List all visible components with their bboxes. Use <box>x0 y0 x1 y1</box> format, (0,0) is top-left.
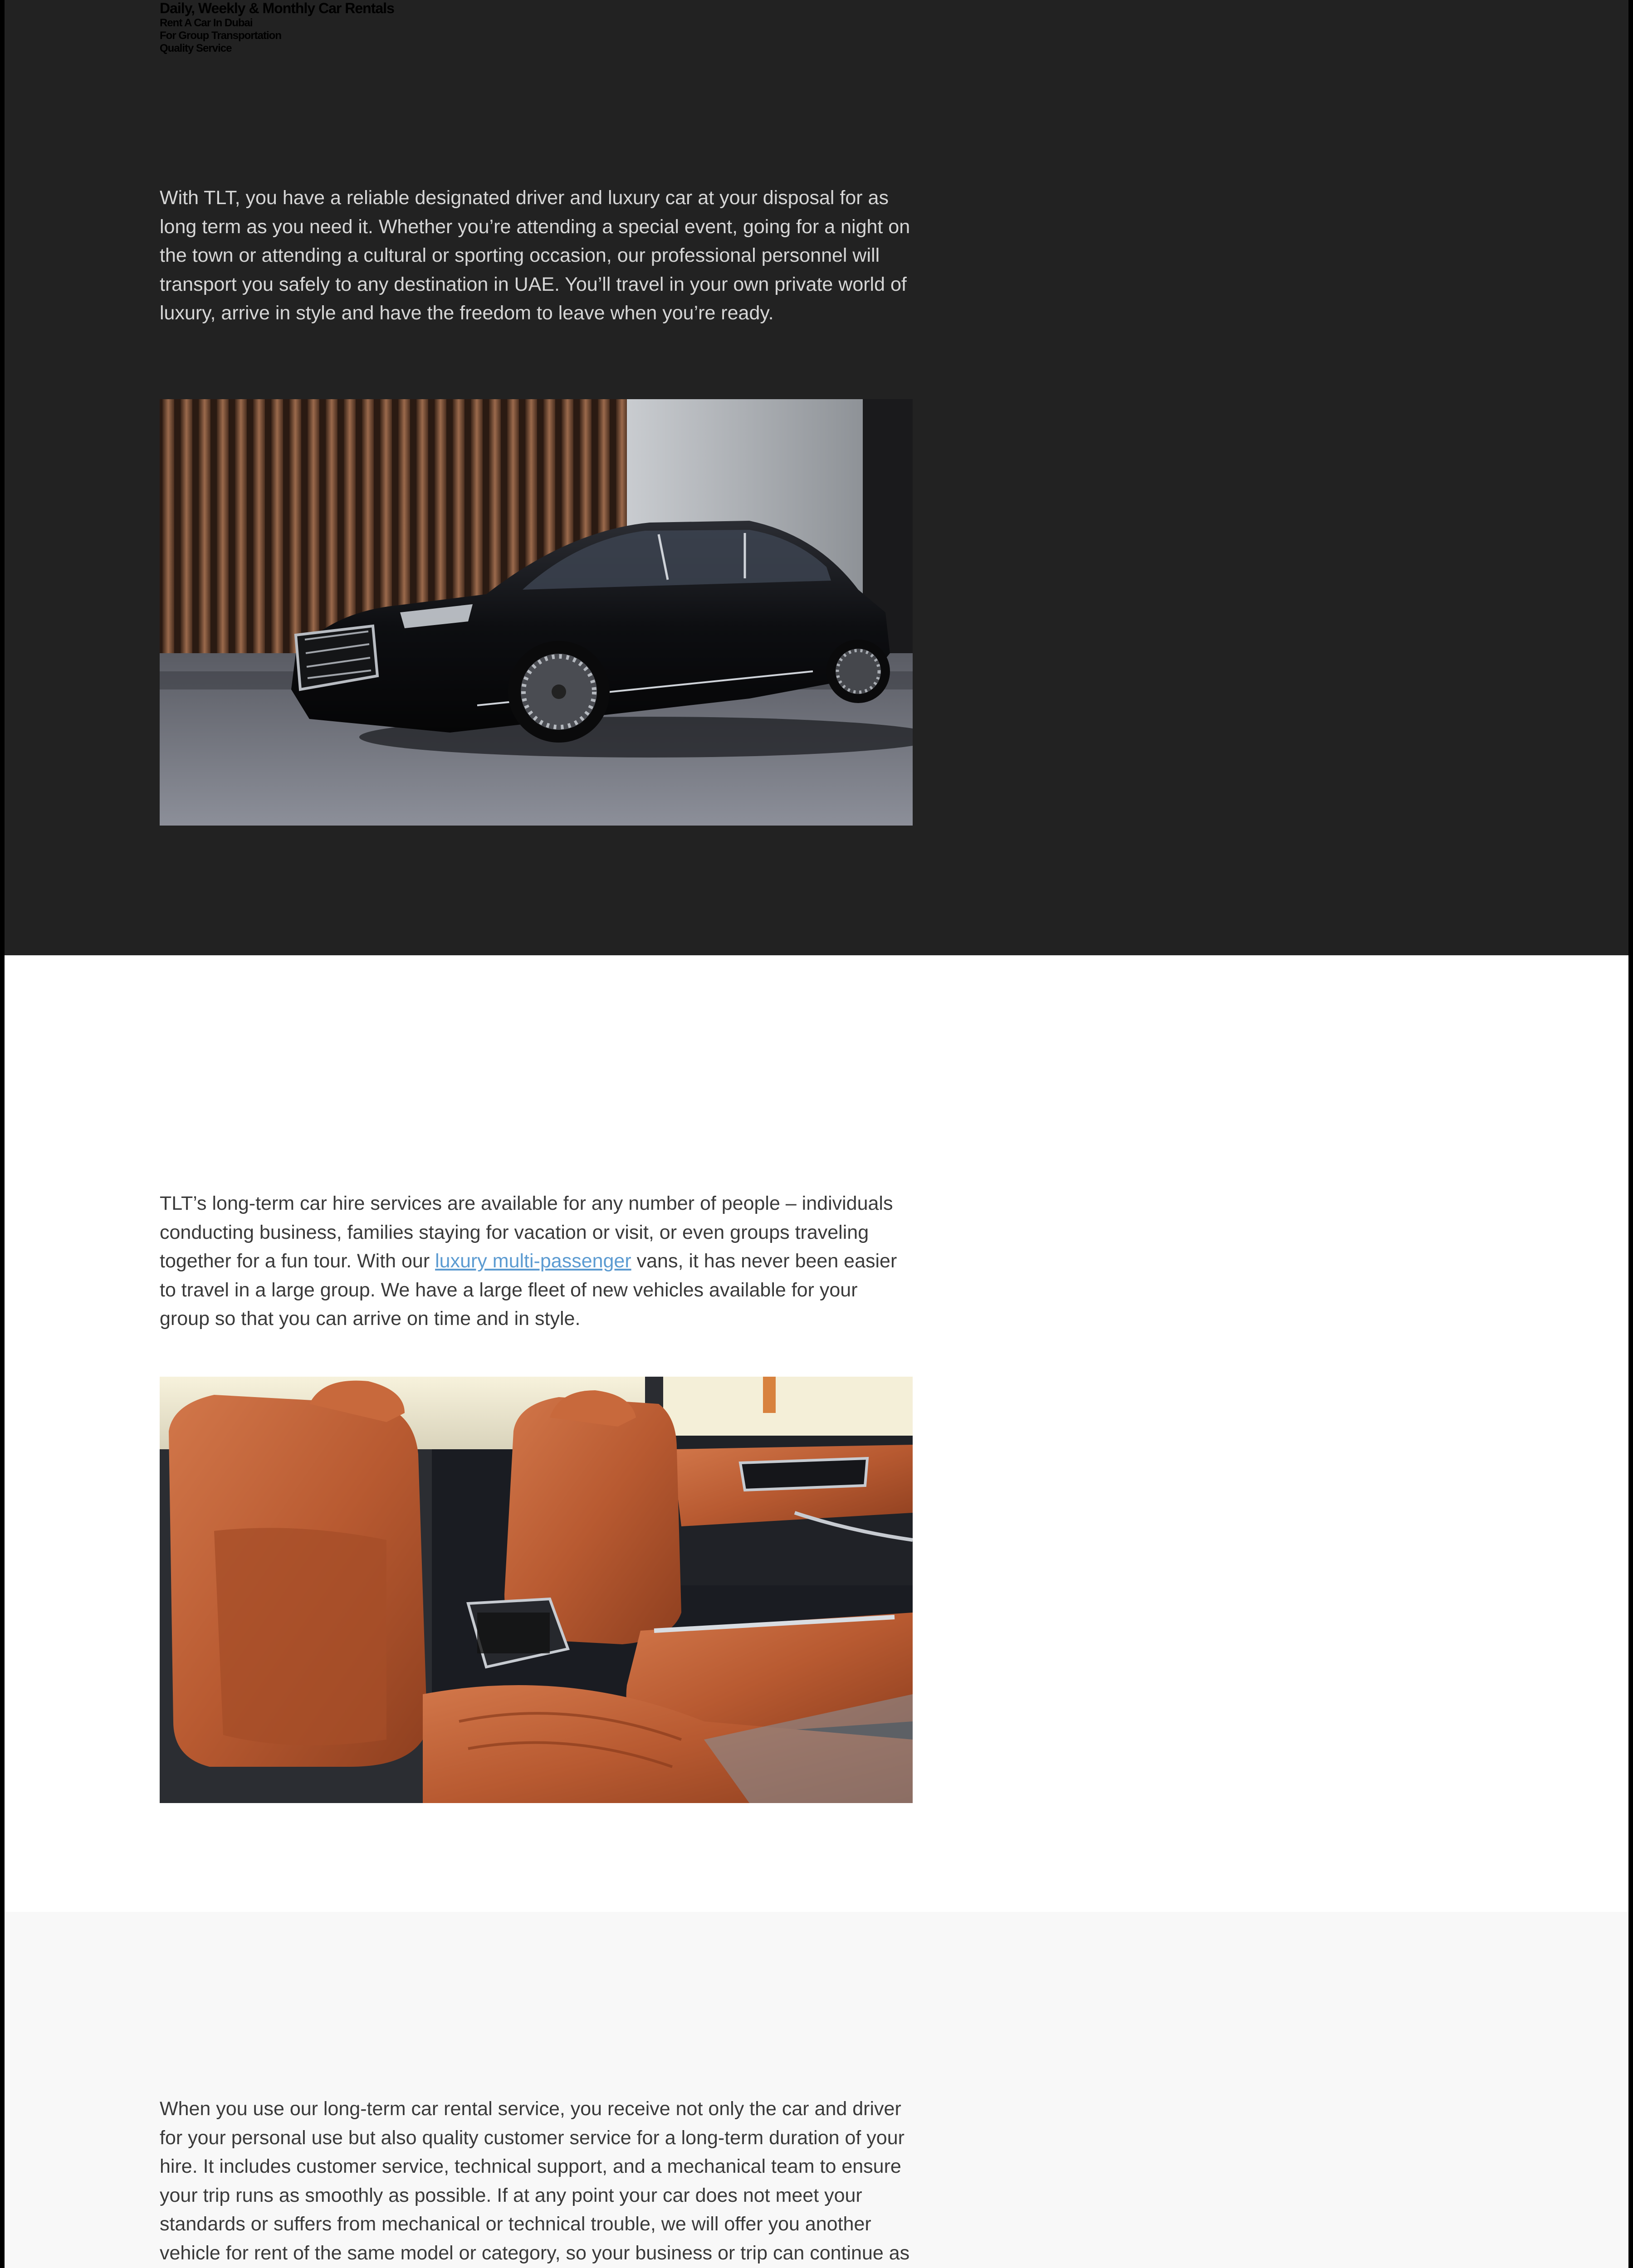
rentals-body: With TLT, you have a reliable designated driver and luxury car at your disposal for as long term as you need it. Whether you’re attending a special event, going for a night on the town or attending a cultural or sporting occasion, our professional personnel will transport you safely to any destination in UAE. You’ll travel in your own private world of luxury, arrive in style and have the freedom to leave when you’re ready. <box>160 187 910 324</box>
quality-title: Quality Service <box>160 42 232 54</box>
group-title <box>160 17 913 42</box>
group-body-text-2: vans, it has never been easier to travel in a large group. We have a large fleet of new vehicles available for your group so that you can arrive on time and in style. <box>160 1250 897 1330</box>
rentals-title: Daily, Weekly & Monthly Car Rentals <box>160 0 394 16</box>
interior-photo <box>160 1377 913 1803</box>
black-sedan-image <box>160 399 913 826</box>
page-frame <box>5 0 1628 2268</box>
sedan-photo <box>160 399 913 826</box>
luxury-multi-passenger-link[interactable]: luxury multi-passenger <box>435 1250 631 1272</box>
car-interior-image <box>160 1377 913 1803</box>
group-title-line-1: Rent A Car In Dubai <box>160 17 253 29</box>
group-body-text-1: TLT’s long-term car hire services are available for any number of people – individuals conducting business, families staying for vacation or visit, or even groups traveling together for a fun tour. With our <box>160 1193 893 1272</box>
group-body <box>160 1189 913 1334</box>
quality-body-1: When you use our long-term car rental service, you receive not only the car and driver for your personal use but also quality customer service for a long-term duration of your hire. It includes customer service, technical support, and a mechanical team to ensure your trip runs as smoothly as possible. If at any point your car does not meet your standards or suffers from mechanical or technical trouble, we will offer you another vehicle for rent of the same model or category, so your business or trip can continue as <box>160 2098 910 2264</box>
group-title-line-2: For Group Transportation <box>160 29 281 42</box>
content-column <box>160 0 913 2268</box>
